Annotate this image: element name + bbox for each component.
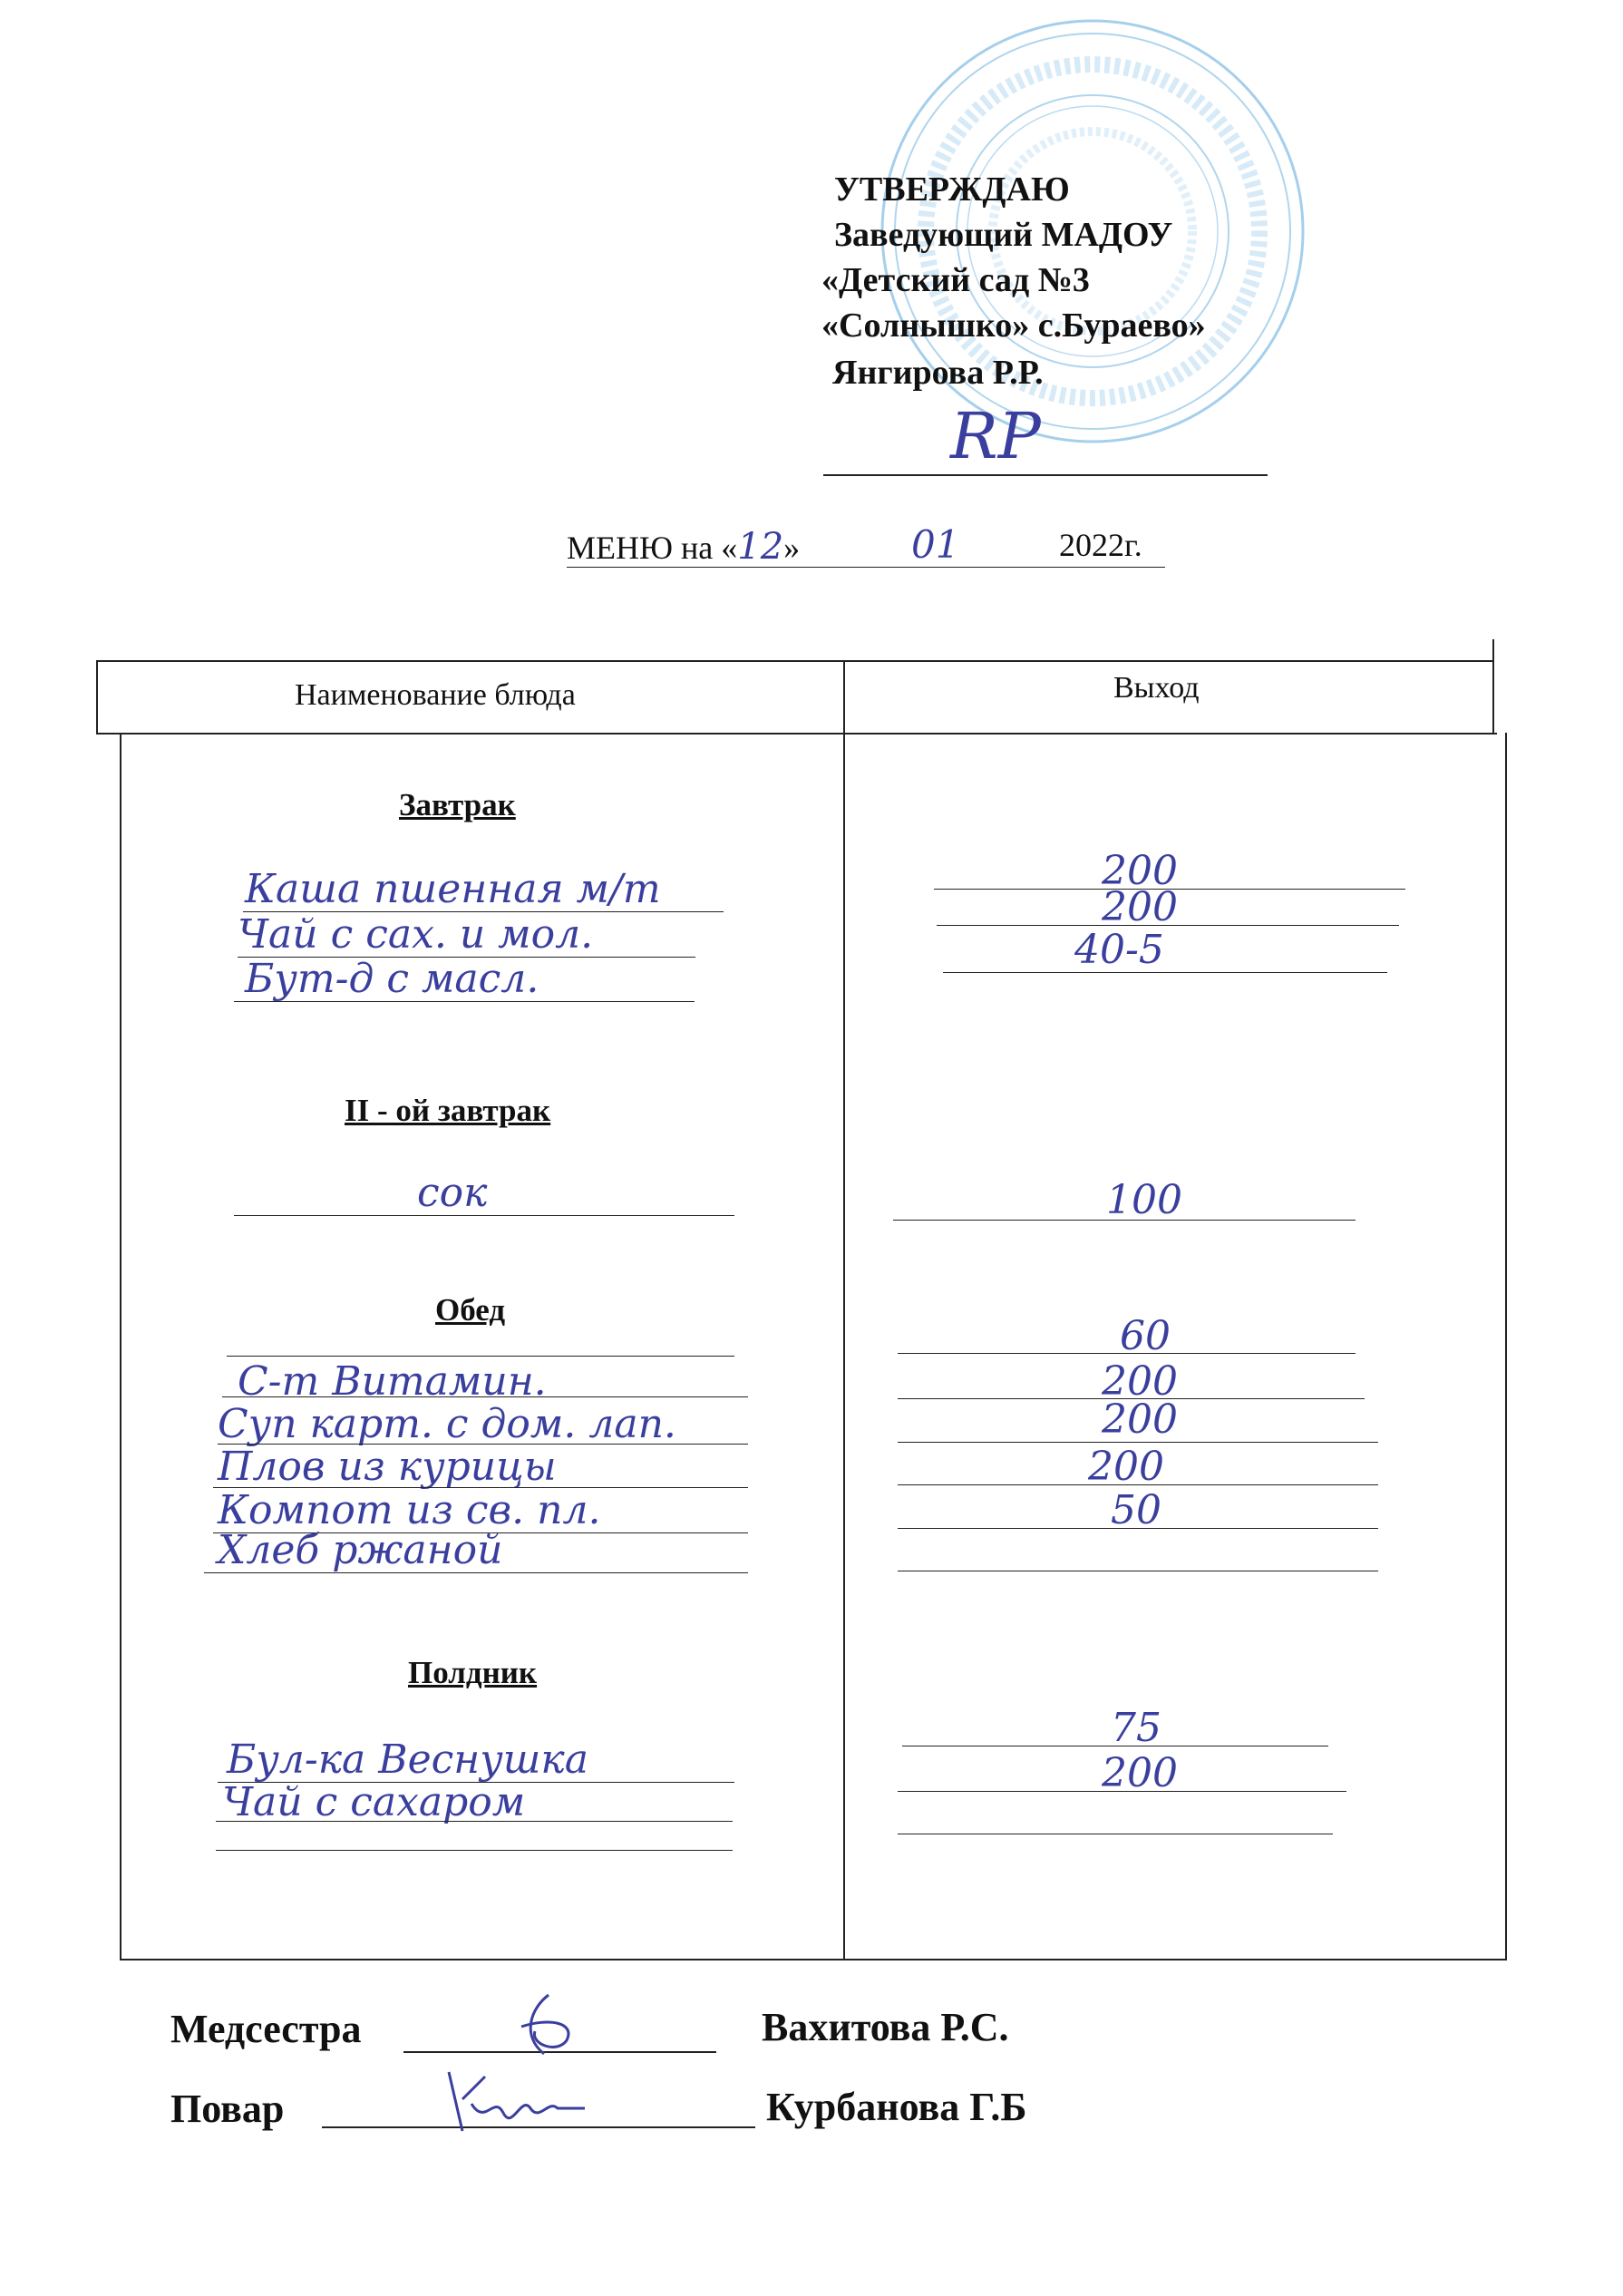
menu-year: 2022г. [1059,527,1142,563]
lunch-output-line-5 [898,1528,1378,1529]
lunch-dish-1: С-т Витамин. [238,1358,547,1405]
table-left-border [120,733,121,1959]
lunch-output-2: 200 [1102,1358,1178,1405]
section-snack: Полдник [408,1655,538,1690]
snack-dish-line-2 [216,1821,733,1822]
table-right-border-top [1492,639,1494,733]
menu-title [567,526,800,568]
column-header-output: Выход [1113,671,1200,705]
lunch-dish-line-1 [222,1396,748,1397]
section-breakfast: Завтрак [399,787,516,822]
second-breakfast-output-line [893,1220,1356,1221]
table-left-border-top [96,660,98,733]
table-header-divider [96,733,1497,735]
cook-signature [431,2058,594,2158]
breakfast-output-1: 200 [1102,848,1178,894]
lunch-dish-4: Компот из св. пл. [218,1487,601,1533]
lunch-output-5: 50 [1111,1487,1161,1533]
table-column-divider [843,660,845,1959]
breakfast-output-3: 40-5 [1074,927,1164,973]
table-bottom-border [120,1959,1507,1960]
table-top-border [96,660,1492,662]
lunch-output-4: 200 [1088,1444,1164,1490]
lunch-dish-2: Суп карт. с дом. лап. [218,1401,676,1447]
column-header-dish: Наименование блюда [295,678,576,712]
snack-dish-line-3 [216,1850,733,1851]
cook-label: Повар [170,2087,285,2131]
lunch-dish-3: Плов из курицы [218,1444,557,1490]
snack-output-2: 200 [1102,1750,1178,1796]
approval-org-line1: «Детский сад №3 [821,261,1090,299]
lunch-output-1: 60 [1120,1313,1171,1359]
lunch-output-line-4 [898,1484,1378,1485]
menu-title-underline [567,567,1165,568]
lunch-output-line-1 [898,1353,1356,1354]
breakfast-dish-2: Чай с сах. и мол. [238,911,594,958]
approval-title: УТВЕРЖДАЮ [834,170,1070,209]
head-signature: RP [950,399,1041,473]
snack-dish-2: Чай с сахаром [222,1779,526,1825]
approval-head-name: Янгирова Р.Р. [832,354,1044,392]
menu-day: 12 [737,526,784,568]
section-lunch: Обед [435,1292,506,1328]
approval-org-line2: «Солнышко» с.Бураево» [821,306,1206,345]
lunch-dish-line-5 [204,1572,748,1573]
cook-name: Курбанова Г.Б [766,2085,1027,2129]
nurse-name: Вахитова Р.С. [762,2005,1009,2049]
menu-month: 01 [911,522,960,567]
snack-dish-1: Бул-ка Веснушка [227,1737,588,1783]
second-breakfast-dish-line [234,1215,734,1216]
menu-title-mid: » [783,530,801,566]
lunch-dish-5: Хлеб ржаной [218,1527,503,1573]
lunch-output-line-3 [898,1442,1378,1443]
breakfast-output-line-3 [943,972,1387,973]
breakfast-dish-3: Бут-д с масл. [245,956,539,1002]
lunch-output-3: 200 [1102,1396,1178,1443]
breakfast-output-2: 200 [1102,884,1178,930]
lunch-dish-line-0 [227,1356,734,1357]
approval-position: Заведующий МАДОУ [834,216,1173,254]
signature-line [823,474,1268,476]
breakfast-dish-1: Каша пшенная м/т [245,866,661,912]
second-breakfast-output-1: 100 [1106,1177,1182,1223]
nurse-label: Медсестра [170,2007,362,2051]
snack-output-1: 75 [1111,1705,1161,1751]
table-right-border [1505,733,1507,1959]
breakfast-output-line-2 [937,925,1399,926]
breakfast-dish-line-3 [234,1001,695,1002]
second-breakfast-dish-1: сок [417,1170,488,1216]
snack-output-line-2 [898,1791,1346,1792]
menu-title-prefix: МЕНЮ на « [567,530,738,566]
section-second-breakfast: II - ой завтрак [345,1093,551,1128]
